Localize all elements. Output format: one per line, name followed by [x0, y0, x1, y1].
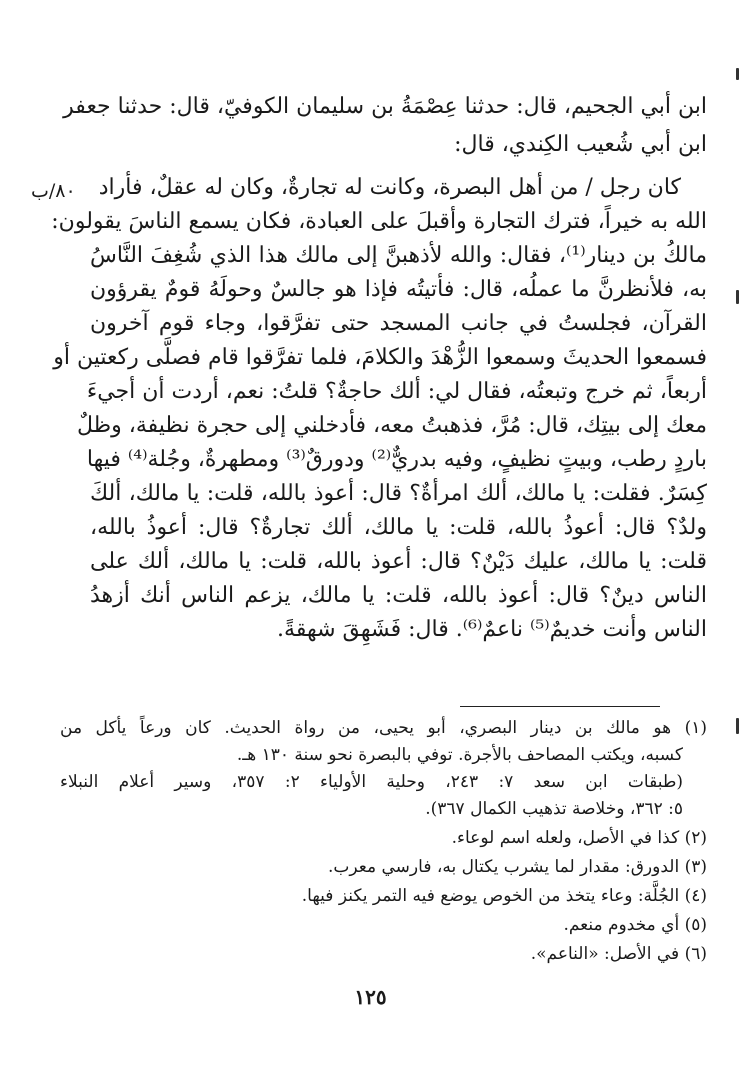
- footnote-line: (٦) في الأصل: «الناعم».: [530, 944, 707, 964]
- text-line: أربعاً، ثم خرج وتبعتُه، فقال لي: ألك حاجةٌ؟ قلتُ: نعم، أردت أن أجيءَ: [86, 379, 707, 404]
- footnote-line: (٤) الجُلَّة: وعاء يتخذ من الخوص يوضع فيه التمر يكنز فيها.: [301, 886, 707, 906]
- footnote-line: (١) هو مالك بن دينار البصري، أبو يحيى، من رواة الحديث. كان ورعاً يأكل من: [60, 718, 707, 738]
- text-line: به، فلأنظرنَّ ما عملُه، قال: فأتيتُه فإذا هو جالسٌ وحولَهُ قومٌ يقرؤون: [90, 277, 707, 302]
- footnote-line: (٣) الدورق: مقدار لما يشرب يكتال به، فارسي معرب.: [328, 857, 707, 877]
- page-number: ١٢٥: [354, 985, 387, 1009]
- footnote-line: ٥: ٣٦٢، وخلاصة تذهيب الكمال ٣٦٧).: [425, 799, 683, 819]
- text-line: فسمعوا الحديثَ وسمعوا الزُّهْدَ والكلامَ، فلما تفرَّقوا قام فصلَّى ركعتين أو: [53, 345, 707, 370]
- text-line: مالكُ بن دينار⁽¹⁾، فقال: والله لأذهبنَّ إلى مالك هذا الذي شُغِفَ النَّاسُ: [90, 243, 707, 268]
- text-line: الناس دينٌ؟ قال: أعوذ بالله، قلت: يا مالك، يزعم الناس أنك أزهدُ: [90, 583, 707, 608]
- footnote-line: (طبقات ابن سعد ٧: ٢٤٣، وحلية الأولياء ٢: ٣٥٧، وسير أعلام النبلاء: [60, 772, 683, 792]
- text-line: قلت: يا مالك، عليك دَيْنٌ؟ قال: أعوذ بالله، قلت: يا مالك، ألك على: [90, 549, 707, 574]
- margin-folio-note: ٨٠/ب: [31, 180, 76, 202]
- scan-edge-mark: [736, 718, 739, 734]
- text-line: ابن أبي الجحيم، قال: حدثنا عِصْمَةُ بن سليمان الكوفيّ، قال: حدثنا جعفر: [63, 94, 707, 119]
- text-line: القرآن، فجلستُ في جانب المسجد حتى تفرَّقوا، وجاء قوم آخرون: [90, 311, 707, 336]
- footnote-line: (٥) أي مخدوم منعم.: [563, 915, 707, 935]
- text-line: ابن أبي شُعيب الكِندي، قال:: [454, 132, 707, 157]
- scan-edge-mark: [736, 290, 739, 304]
- text-line: ولدٌ؟ قال: أعوذُ بالله، قلت: يا مالك، ألك تجارةٌ؟ قال: أعوذُ بالله،: [90, 515, 707, 540]
- footnote-line: كسبه، ويكتب المصاحف بالأجرة. توفي بالبصرة نحو سنة ١٣٠ هـ.: [236, 745, 683, 765]
- scan-edge-mark: [736, 68, 739, 80]
- footnote-divider: [460, 706, 660, 707]
- text-line: معك إلى بيتِك، قال: مُرَّ، فذهبتُ معه، فأدخلني إلى حجرة نظيفة، وظلٌ: [76, 413, 707, 438]
- text-line: باردٍ رطب، وبيتٍ نظيفٍ، وفيه بدريٌّ⁽²⁾ ودورقٌ⁽³⁾ ومطهرةٌ، وجُلة⁽⁴⁾ فيها: [86, 447, 707, 472]
- footnote-line: (٢) كذا في الأصل، ولعله اسم لوعاء.: [451, 828, 707, 848]
- text-line: الناس وأنت خديمٌ⁽⁵⁾ ناعمٌ⁽⁶⁾. قال: فَشَهِقَ شهقةً.: [277, 617, 707, 642]
- text-line: كان رجل / من أهل البصرة، وكانت له تجارةٌ، وكان له عقلٌ، فأراد: [98, 175, 681, 200]
- text-line: كِسَرٌ. فقلت: يا مالك، ألك امرأةٌ؟ قال: أعوذ بالله، قلت: يا مالك، ألكَ: [90, 481, 707, 506]
- text-line: الله به خيراً، فترك التجارة وأقبلَ على العبادة، فكان يسمع الناسَ يقولون:: [51, 209, 707, 234]
